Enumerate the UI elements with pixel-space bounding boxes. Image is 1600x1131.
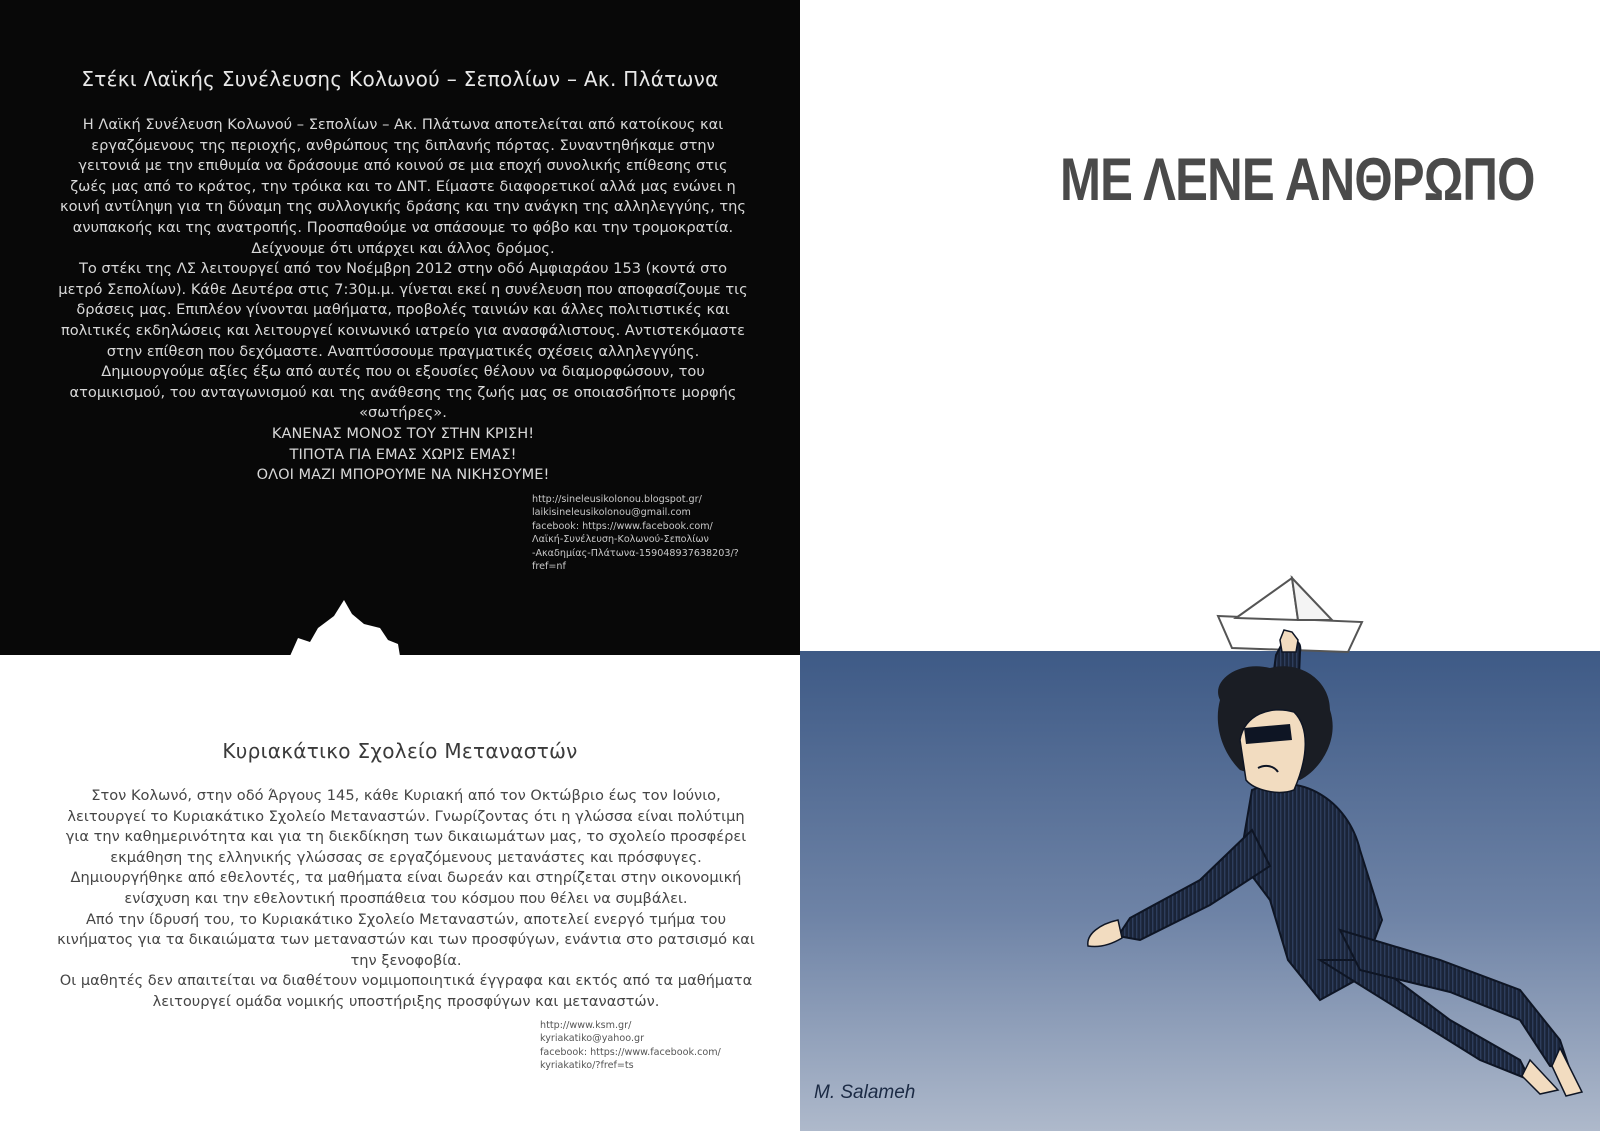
artist-signature: M. Salameh (814, 1082, 916, 1103)
assembly-panel (0, 0, 800, 655)
cover-title: ΜΕ ΛΕΝΕ ΑΝΘΡΩΠΟ (1060, 146, 1535, 213)
school-paragraph: Οι μαθητές δεν απαιτείται να διαθέτουν νομιμοποιητικά έγγραφα και εκτός από τα μαθήματα λειτουργεί ομάδα νομικής υποστήριξης προσφύγων και μεταναστών. (59, 972, 753, 1010)
school-contacts (540, 1019, 770, 1073)
email-link[interactable]: kyriakatiko@yahoo.gr (540, 1033, 645, 1045)
swimmer-illustration (800, 0, 1600, 1131)
paper-boat-icon (290, 598, 400, 656)
assembly-slogan: ΟΛΟΙ ΜΑΖΙ ΜΠΟΡΟΥΜΕ ΝΑ ΝΙΚΗΣΟΥΜΕ! (256, 466, 550, 484)
school-title: Κυριακάτικο Σχολείο Μεταναστών (222, 739, 578, 763)
facebook-link-part[interactable]: kyriakatiko/?fref=ts (540, 1060, 634, 1072)
facebook-link[interactable]: facebook: https://www.facebook.com/ (532, 520, 713, 532)
assembly-title: Στέκι Λαϊκής Συνέλευσης Κολωνού – Σεπολίων – Ακ. Πλάτωνα (81, 67, 719, 91)
assembly-slogan: ΤΙΠΟΤΑ ΓΙΑ ΕΜΑΣ ΧΩΡΙΣ ΕΜΑΣ! (289, 445, 517, 463)
school-paragraph: Από την ίδρυσή του, το Κυριακάτικο Σχολείο Μεταναστών, αποτελεί ενεργό τμήμα του κινήματος για τα δικαιώματα των μεταναστών και των προσφύγων, ενάντια στο ρατσισμό και την ξενοφοβία. (57, 910, 755, 969)
website-link[interactable]: http://www.ksm.gr/ (540, 1020, 632, 1031)
school-panel (0, 655, 800, 1131)
facebook-link-part[interactable]: -Ακαδημίας-Πλάτωνα-159048937638203/? (532, 547, 739, 559)
school-body (56, 786, 756, 1013)
assembly-paragraph: Η Λαϊκή Συνέλευση Κολωνού – Σεπολίων – Ακ. Πλάτωνα αποτελείται από κατοίκους και εργαζόμενους της περιοχής, ανθρώπους της διπλανής πόρτας. Συναντηθήκαμε στην γειτονιά με την επιθυμία να δράσουμε από κοινού σε μια εποχή συνολικής επίθεσης στις ζωές μας από το κράτος, την τρόικα και το ΔΝΤ. Είμαστε διαφορετικοί αλλά μας ενώνει η κοινή αντίληψη για τη δύναμη της συλλογικής δράσης και την ανάγκη της αλληλεγγύης, της ανυπακοής και της ανατροπής. Προσπαθούμε να σπάσουμε το φόβο και την τρομοκρατία. Δείχνουμε ότι υπάρχει και άλλος δρόμος. (60, 116, 746, 257)
assembly-slogan: ΚΑΝΕΝΑΣ ΜΟΝΟΣ ΤΟΥ ΣΤΗΝ ΚΡΙΣΗ! (271, 424, 535, 442)
assembly-paragraph: Το στέκι της ΛΣ λειτουργεί από τον Νοέμβρη 2012 στην οδό Αμφιαράου 153 (κοντά στο μετρό Σεπολίων). Κάθε Δευτέρα στις 7:30μ.μ. γίνεται εκεί η συνέλευση που αποφασίζουμε τις δράσεις μας. Επιπλέον γίνονται μαθήματα, προβολές ταινιών και άλλες πολιτιστικές και πολιτικές εκδηλώσεις και λειτουργεί κοινωνικό ιατρείο για ανασφάλιστους. Αντιστεκόμαστε στην επίθεση που δεχόμαστε. Αναπτύσσουμε πραγματικές σχέσεις αλληλεγγύης. Δημιουργούμε αξίες έξω από αυτές που οι εξουσίες θέλουν να διαμορφώσουν, του ατομικισμού, του ανταγωνισμού και της ανάθεσης της ζωής μας σε οποιασδήποτε μορφής «σωτήρες». (58, 260, 748, 422)
facebook-link-part[interactable]: Λαϊκή-Συνέλευση-Κολωνού-Σεπολίων (532, 534, 709, 546)
school-paragraph: Στον Κολωνό, στην οδό Άργους 145, κάθε Κυριακή από τον Οκτώβριο έως τον Ιούνιο, λειτουργεί το Κυριακάτικο Σχολείο Μεταναστών. Γνωρίζοντας ότι η γλώσσα είναι πολύτιμη για την καθημερινότητα και για τη διεκδίκηση των δικαιωμάτων μας, το σχολείο προσφέρει εκμάθηση της ελληνικής γλώσσας σε εργαζόμενους μετανάστες και πρόσφυγες. Δημιουργήθηκε από εθελοντές, τα μαθήματα είναι δωρεάν και στηρίζεται στην οικονομική ενίσχυση και την εθελοντική προσπάθεια του κόσμου που θέλει να συμβάλει. (65, 787, 747, 907)
facebook-link[interactable]: facebook: https://www.facebook.com/ (540, 1046, 721, 1058)
blog-link[interactable]: http://sineleusikolonou.blogspot.gr/ (532, 494, 702, 505)
assembly-contacts (532, 493, 762, 573)
assembly-body (58, 115, 748, 486)
email-link[interactable]: laikisineleusikolonou@gmail.com (532, 507, 691, 519)
cover-panel (800, 0, 1600, 1131)
facebook-link-part[interactable]: fref=nf (532, 561, 566, 573)
